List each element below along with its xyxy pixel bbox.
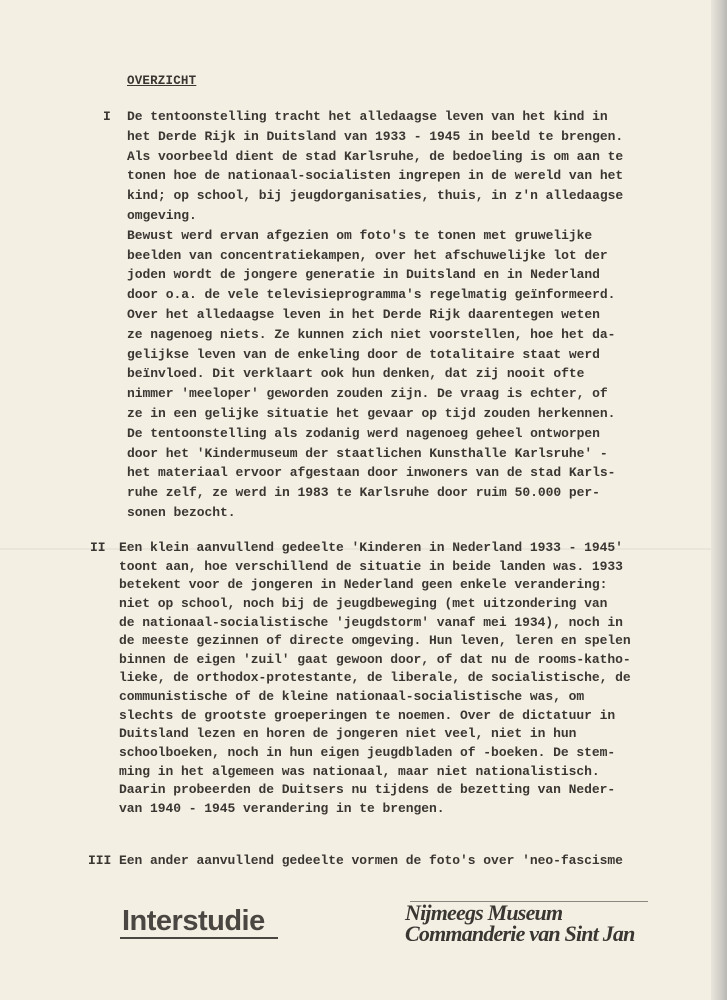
text-line: nimmer 'meeloper' geworden zouden zijn. De vraag is echter, of (127, 386, 608, 402)
text-line: Een ander aanvullend gedeelte vormen de foto's over 'neo-fascisme (119, 853, 623, 868)
interstudie-logo: Interstudie (122, 905, 265, 937)
museum-logo (405, 902, 635, 944)
text-line: schoolboeken, noch in hun eigen jeugdbladen of -boeken. De stem- (119, 745, 616, 761)
document-heading: OVERZICHT (127, 74, 197, 88)
section-numeral: I (103, 109, 111, 124)
text-line: Een klein aanvullend gedeelte 'Kinderen in Nederland 1933 - 1945' (119, 540, 623, 555)
text-line: Daarin probeerden de Duitsers nu tijdens de bezetting van Neder- (119, 782, 616, 798)
text-line: omgeving. (127, 207, 197, 223)
page-edge (711, 0, 727, 1000)
text-line: ruhe zelf, ze werd in 1983 te Karlsruhe door ruim 50.000 per- (127, 485, 600, 501)
text-line: De tentoonstelling als zodanig werd nagenoeg geheel ontworpen (127, 425, 600, 441)
text-line: lieke, de orthodox-protestante, de liberale, de socialistische, de (119, 670, 631, 686)
text-line: niet op school, noch bij de jeugdbeweging (met uitzondering van (119, 595, 608, 611)
text-line: het materiaal ervoor afgestaan door inwoners van de stad Karls- (127, 465, 616, 481)
text-line: De tentoonstelling tracht het alledaagse leven van het kind in (127, 109, 608, 124)
text-line: tonen hoe de nationaal-socialisten ingrepen in de wereld van het (127, 168, 624, 184)
text-line: kind; op school, bij jeugdorganisaties, thuis, in z'n alledaagse (127, 188, 624, 204)
section-numeral: II (90, 540, 106, 555)
text-line: joden wordt de jongere generatie in Duitsland en in Nederland (127, 267, 600, 283)
text-line: beelden van concentratiekampen, over het afschuwelijke lot der (127, 247, 608, 263)
section-text (119, 851, 623, 871)
text-line: de nationaal-socialistische 'jeugdstorm' vanaf mei 1934), noch in (119, 614, 623, 630)
text-line: ze in een gelijke situatie het gevaar op tijd zouden herkennen. (127, 405, 616, 421)
museum-logo-line-2: Commanderie van Sint Jan (405, 921, 635, 946)
text-line: door het 'Kindermuseum der staatlichen Kunsthalle Karlsruhe' - (127, 445, 608, 461)
text-line: Over het alledaagse leven in het Derde Rijk daarentegen weten (127, 306, 600, 322)
text-line: Duitsland lezen en horen de jongeren niet veel, niet in hun (119, 726, 577, 742)
museum-logo-line-1: Nijmeegs Museum (405, 900, 563, 925)
text-line: gelijkse leven van de enkeling door de totalitaire staat werd (127, 346, 600, 362)
section-text (127, 107, 623, 523)
text-line: van 1940 - 1945 verandering in te brengen. (119, 800, 445, 816)
text-line: slechts de grootste groeperingen te noemen. Over de dictatuur in (119, 707, 616, 723)
section-text (119, 539, 631, 819)
text-line: sonen bezocht. (127, 504, 236, 520)
text-line: Als voorbeeld dient de stad Karlsruhe, de bedoeling is om aan te (127, 148, 624, 164)
text-line: door o.a. de vele televisieprogramma's regelmatig geïnformeerd. (127, 287, 616, 303)
text-line: binnen de eigen 'zuil' gaat gewoon door, of dat nu de rooms-katho- (119, 651, 631, 667)
text-line: betekent voor de jongeren in Nederland geen enkele verandering: (119, 577, 608, 593)
text-line: ze nagenoeg niets. Ze kunnen zich niet voorstellen, hoe het da- (127, 326, 616, 342)
text-line: beïnvloed. Dit verklaart ook hun denken, dat zij nooit ofte (127, 366, 585, 382)
section-numeral: III (88, 853, 112, 868)
text-line: de meeste gezinnen of directe omgeving. Hun leven, leren en spelen (119, 633, 631, 649)
text-line: toont aan, hoe verschillend de situatie in beide landen was. 1933 (119, 558, 623, 574)
logo-underline (120, 937, 278, 939)
text-line: het Derde Rijk in Duitsland van 1933 - 1945 in beeld te brengen. (127, 128, 624, 144)
text-line: ming in het algemeen was nationaal, maar niet nationalistisch. (119, 763, 600, 779)
text-line: communistische of de kleine nationaal-socialistische was, om (119, 689, 585, 705)
text-line: Bewust werd ervan afgezien om foto's te tonen met gruwelijke (127, 227, 593, 243)
